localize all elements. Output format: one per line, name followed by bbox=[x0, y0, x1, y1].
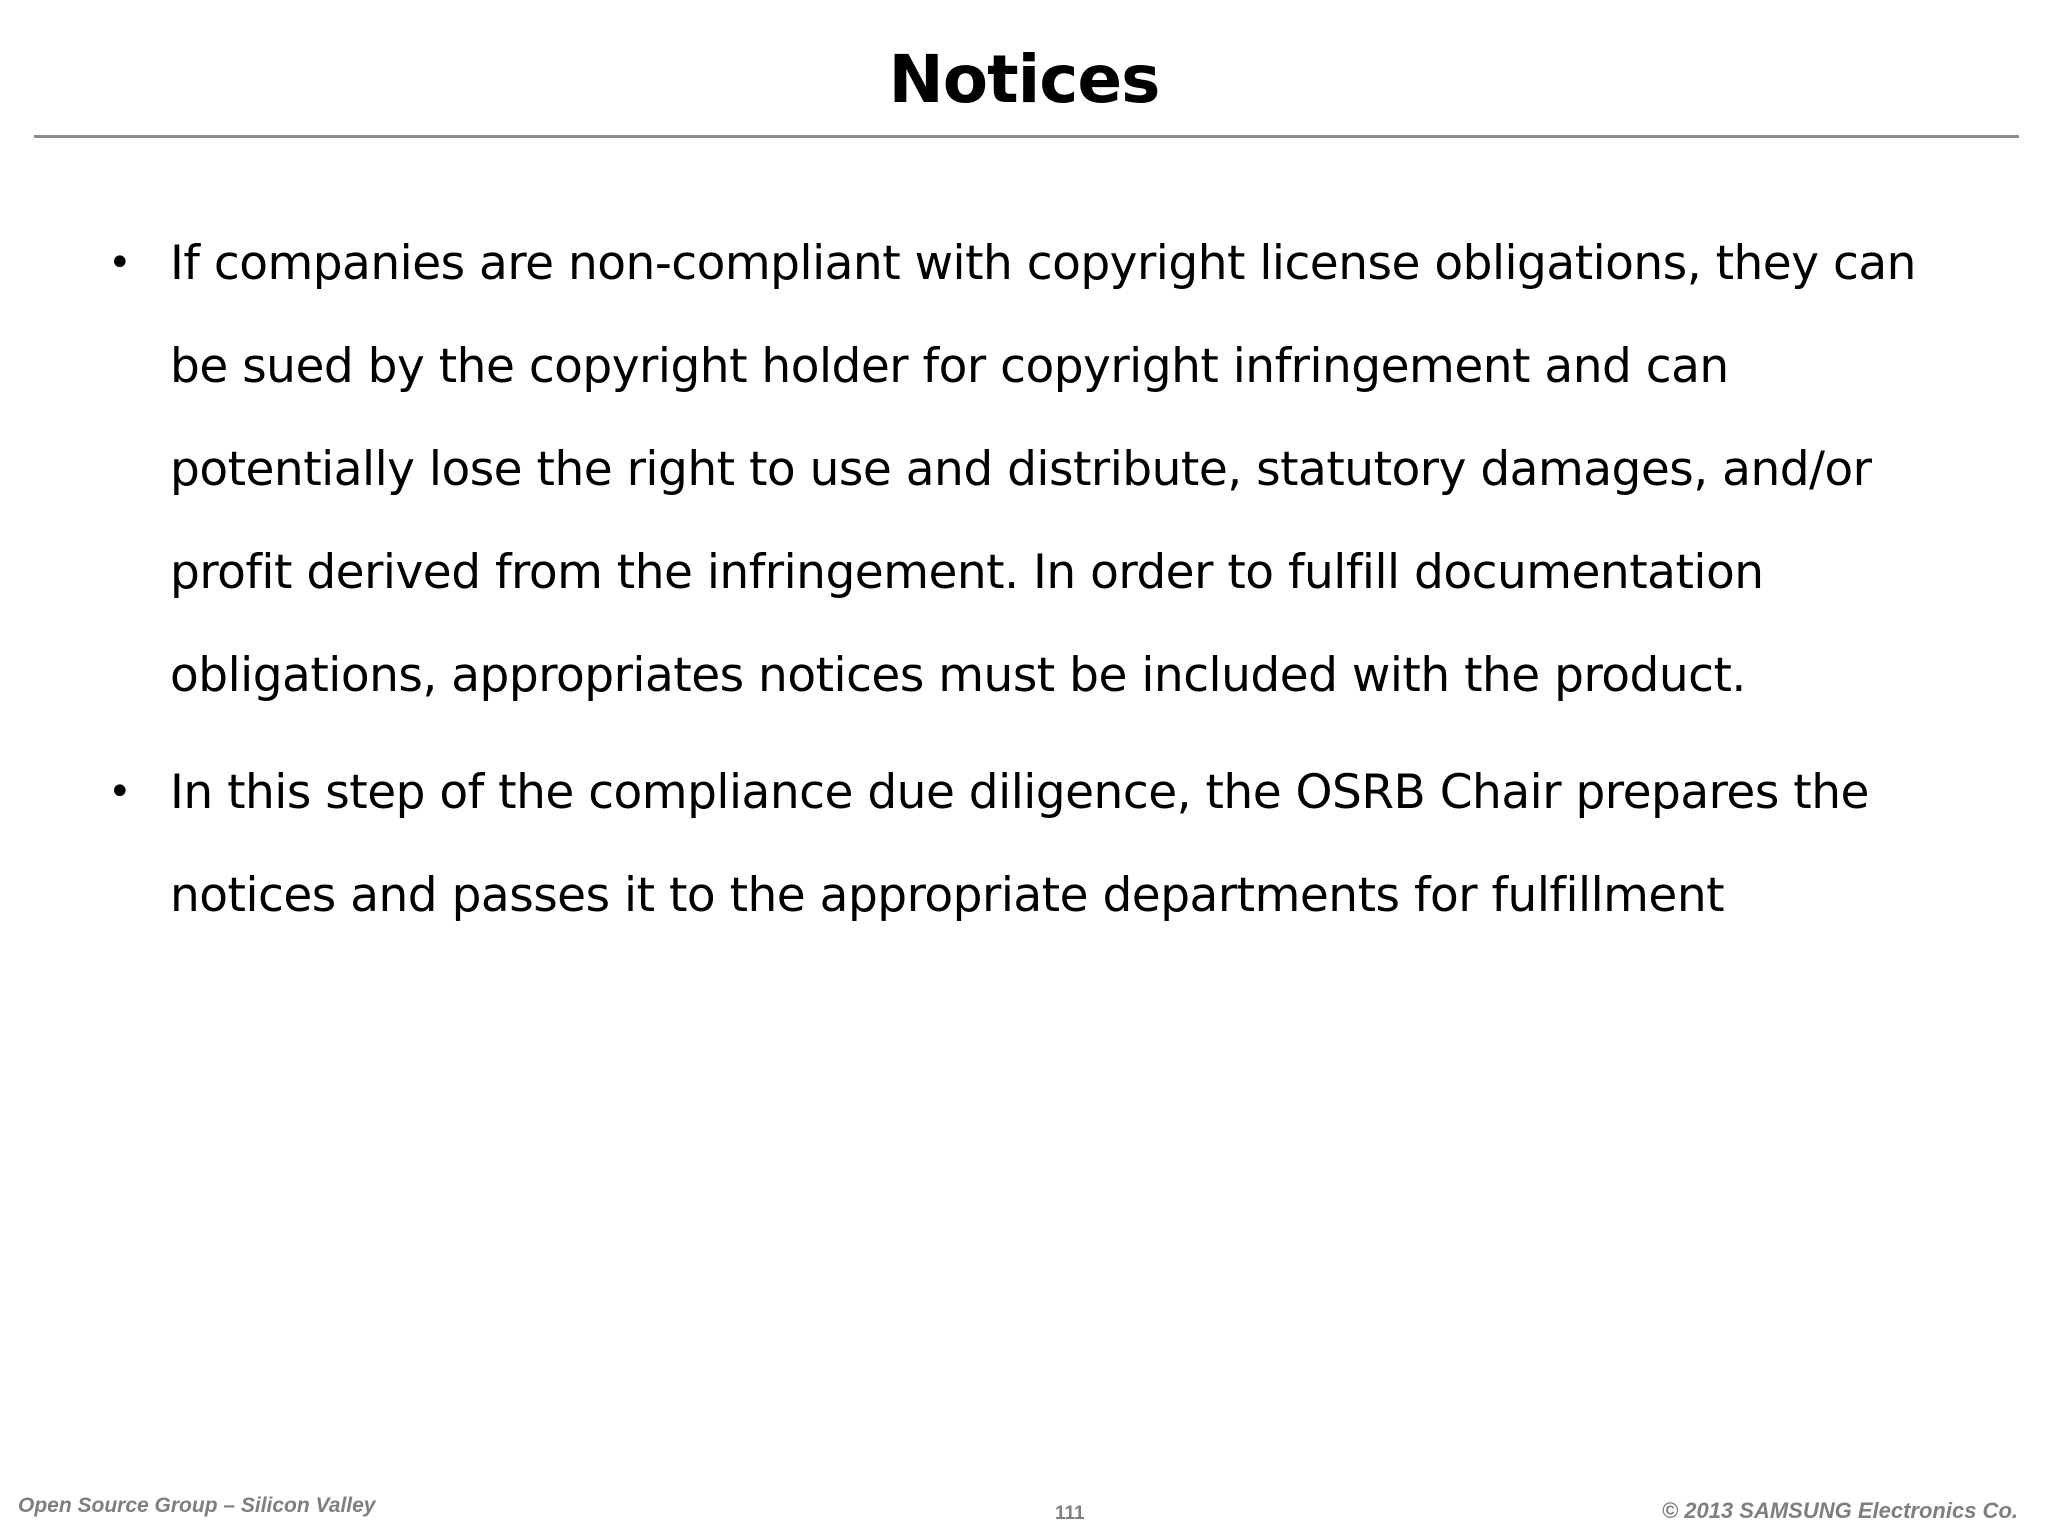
bullet-text: If companies are non-compliant with copyright license obligations, they can be sued by the copyright holder for copyright infringement and can potentially lose the right to use and distribute, statutory damages, and/or profit derived from the infringement. In order to fulfill documentation obligations, appropriates notices must be included with the product. bbox=[170, 236, 1916, 703]
bullet-dot-icon: • bbox=[108, 769, 132, 815]
bullet-item bbox=[100, 212, 1940, 727]
page-number: 111 bbox=[1055, 1503, 1085, 1524]
footer-organization: Open Source Group – Silicon Valley bbox=[18, 1494, 376, 1517]
bullet-dot-icon: • bbox=[108, 240, 132, 286]
bullet-text: In this step of the compliance due diligence, the OSRB Chair prepares the notices and passes it to the appropriate departments for fulfillment bbox=[170, 765, 1869, 923]
slide-title: Notices bbox=[888, 41, 1160, 118]
bullet-item bbox=[100, 741, 1940, 947]
title-divider bbox=[34, 135, 2019, 138]
footer-copyright: © 2013 SAMSUNG Electronics Co. bbox=[1661, 1498, 2018, 1523]
bullet-list bbox=[100, 212, 1940, 961]
